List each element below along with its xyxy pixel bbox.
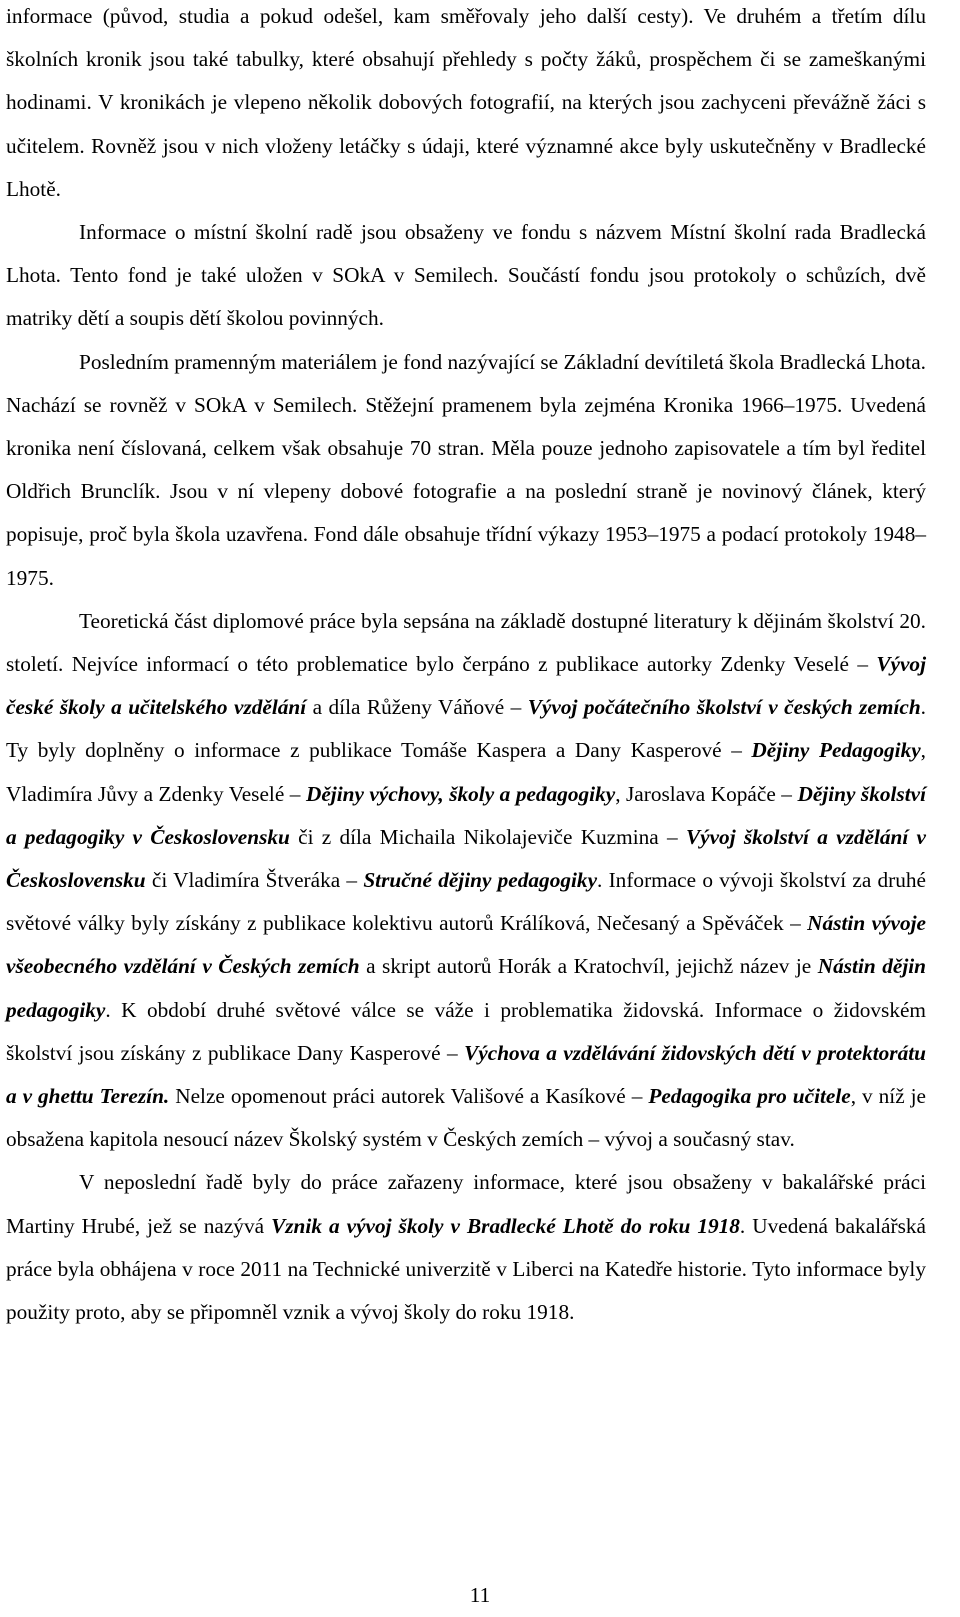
cited-title: Vývoj české školy a učitelského vzdělání bbox=[6, 652, 926, 720]
text-run: a skript autorů Horák a Kratochvíl, jejichž název je bbox=[359, 954, 818, 979]
cited-title: Dějiny Pedagogiky bbox=[751, 738, 921, 763]
text-run: . K období druhé světové válce se váže i problematika židovská. Informace o židovském školství jsou získány z publikace Dany Kasperové – bbox=[6, 997, 926, 1065]
paragraph bbox=[6, 0, 926, 211]
cited-title: Pedagogika pro učitele bbox=[648, 1084, 851, 1109]
paragraph bbox=[6, 600, 926, 1162]
cited-title: Dějiny výchovy, školy a pedagogiky bbox=[305, 781, 616, 806]
text-run: Informace o místní školní radě jsou obsaženy ve fondu s názvem Místní školní rada Bradlecká Lhota. Tento fond je také uložen v SOkA v Semilech. Součástí fondu jsou protokoly o schůzích, dvě matriky dětí a soupis dětí školou povinných. bbox=[6, 220, 926, 331]
cited-title: Vývoj počátečního školství v českých zemích bbox=[527, 695, 921, 720]
text-run: . Ty byly doplněny o informace z publikace Tomáše Kaspera a Dany Kasperové – bbox=[6, 695, 926, 763]
cited-title: Nástin dějin pedagogiky bbox=[6, 954, 926, 1022]
text-run: V neposlední řadě byly do práce zařazeny informace, které jsou obsaženy v bakalářské práci Martiny Hrubé, jež se nazývá bbox=[6, 1170, 926, 1238]
text-run: informace (původ, studia a pokud odešel, kam směřovaly jeho další cesty). Ve druhém a třetím dílu školních kronik jsou také tabulky, které obsahují přehledy s počty žáků, prospěchem či se zameškanými hodinami. V kronikách je vlepeno několik dobových fotografií, na kterých jsou zachyceni převážně žáci s učitelem. Rovněž jsou v nich vloženy letáčky s údaji, které významné akce byly uskutečněny v Bradlecké Lhotě. bbox=[6, 4, 926, 201]
text-run: Teoretická část diplomové práce byla sepsána na základě dostupné literatury k dějinám školství 20. století. Nejvíce informací o této problematice bylo čerpáno z publikace autorky Zdenky Veselé – bbox=[6, 608, 926, 677]
cited-title: Dějiny školství a pedagogiky v Československu bbox=[6, 781, 926, 849]
text-run: , Vladimíra Jůvy a Zdenky Veselé – bbox=[6, 738, 926, 806]
cited-title: Nástin vývoje všeobecného vzdělání v Českých zemích bbox=[6, 911, 926, 979]
paragraph bbox=[6, 211, 926, 341]
paragraph bbox=[6, 341, 926, 600]
text-run: či z díla Michaila Nikolajeviče Kuzmina – bbox=[289, 824, 686, 849]
cited-title: Vznik a vývoj školy v Bradlecké Lhotě do roku 1918 bbox=[271, 1213, 740, 1238]
cited-title: Výchova a vzdělávání židovských dětí v protektorátu a v ghettu Terezín. bbox=[6, 1040, 926, 1109]
body-text bbox=[6, 0, 926, 1334]
text-run: a díla Růženy Váňové – bbox=[306, 695, 528, 720]
document-page bbox=[6, 0, 926, 1334]
cited-title: Stručné dějiny pedagogiky bbox=[363, 868, 598, 893]
text-run: či Vladimíra Štveráka – bbox=[145, 868, 364, 893]
page-number: 11 bbox=[469, 1583, 491, 1607]
cited-title: Vývoj školství a vzdělání v Československu bbox=[6, 824, 927, 893]
text-run: Posledním pramenným materiálem je fond nazývající se Základní devítiletá škola Bradlecká Lhota. Nachází se rovněž v SOkA v Semilech. Stěžejní pramenem byla zejména Kronika 1966–1975. Uvedená kronika není číslovaná, celkem však obsahuje 70 stran. Měla pouze jednoho zapisovatele a tím byl ředitel Oldřich Brunclík. Jsou v ní vlepeny dobové fotografie a na poslední straně je novinový článek, který popisuje, proč byla škola uzavřena. Fond dále obsahuje třídní výkazy 1953–1975 a podací protokoly 1948–1975. bbox=[6, 349, 926, 590]
text-run: Nelze opomenout práci autorek Vališové a Kasíkové – bbox=[169, 1084, 649, 1109]
paragraph bbox=[6, 1161, 926, 1334]
text-run: . Uvedená bakalářská práce byla obhájena v roce 2011 na Technické univerzitě v Liberci na Katedře historie. Tyto informace byly použity proto, aby se připomněl vznik a vývoj školy do roku 1918. bbox=[6, 1213, 926, 1325]
text-run: , v níž je obsažena kapitola nesoucí název Školský systém v Českých zemích – vývoj a současný stav. bbox=[6, 1084, 926, 1152]
text-run: . Informace o vývoji školství za druhé světové války byly získány z publikace kolektivu autorů Králíková, Nečesaný a Spěváček – bbox=[6, 868, 927, 936]
text-run: , Jaroslava Kopáče – bbox=[615, 781, 798, 806]
